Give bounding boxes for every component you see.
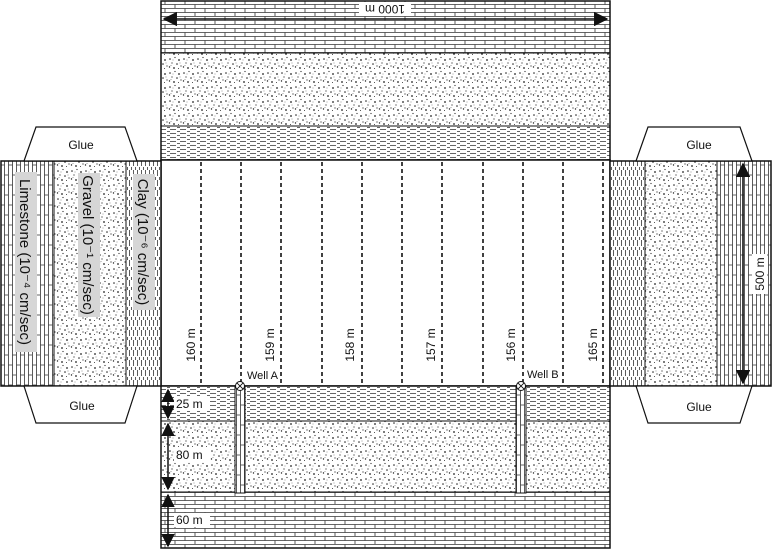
contour-label: 157 m	[424, 328, 438, 362]
legend-clay: Clay (10⁻⁶ cm/sec)	[134, 178, 151, 306]
contour-label: 158 m	[343, 328, 357, 362]
top-flap	[161, 1, 610, 160]
glue-label: Glue	[68, 138, 94, 152]
legend-gravel: Gravel (10⁻¹ cm/sec)	[79, 175, 96, 315]
glue-label: Glue	[686, 400, 712, 414]
depth-label-limestone: 60 m	[176, 513, 203, 527]
right-scale-label: 500 m	[753, 257, 767, 291]
glue-tab-top-right	[636, 127, 752, 161]
depth-label-clay: 25 m	[176, 397, 203, 411]
top-scale-label: 1000 m	[364, 2, 406, 16]
map-area	[161, 160, 610, 386]
contour-label: 156 m	[504, 328, 518, 362]
legend-limestone: Limestone (10⁻⁴ cm/sec)	[16, 178, 33, 346]
depth-label-gravel: 80 m	[176, 448, 203, 462]
well-b-label: Well B	[527, 369, 559, 381]
well-a-label: Well A	[247, 370, 278, 382]
well-b	[516, 382, 526, 494]
glue-tab-bottom-left	[24, 386, 137, 423]
left-flap	[1, 161, 161, 386]
well-a	[235, 382, 245, 494]
bottom-cross-section	[161, 382, 610, 549]
contour-label: 159 m	[263, 328, 277, 362]
glue-label: Glue	[69, 399, 95, 413]
contour-label: 160 m	[184, 328, 198, 362]
glue-tab-top-left	[24, 127, 137, 161]
glue-label: Glue	[686, 138, 712, 152]
contour-label: 165 m	[586, 328, 600, 362]
glue-tab-bottom-right	[636, 386, 752, 423]
right-flap	[610, 161, 771, 386]
